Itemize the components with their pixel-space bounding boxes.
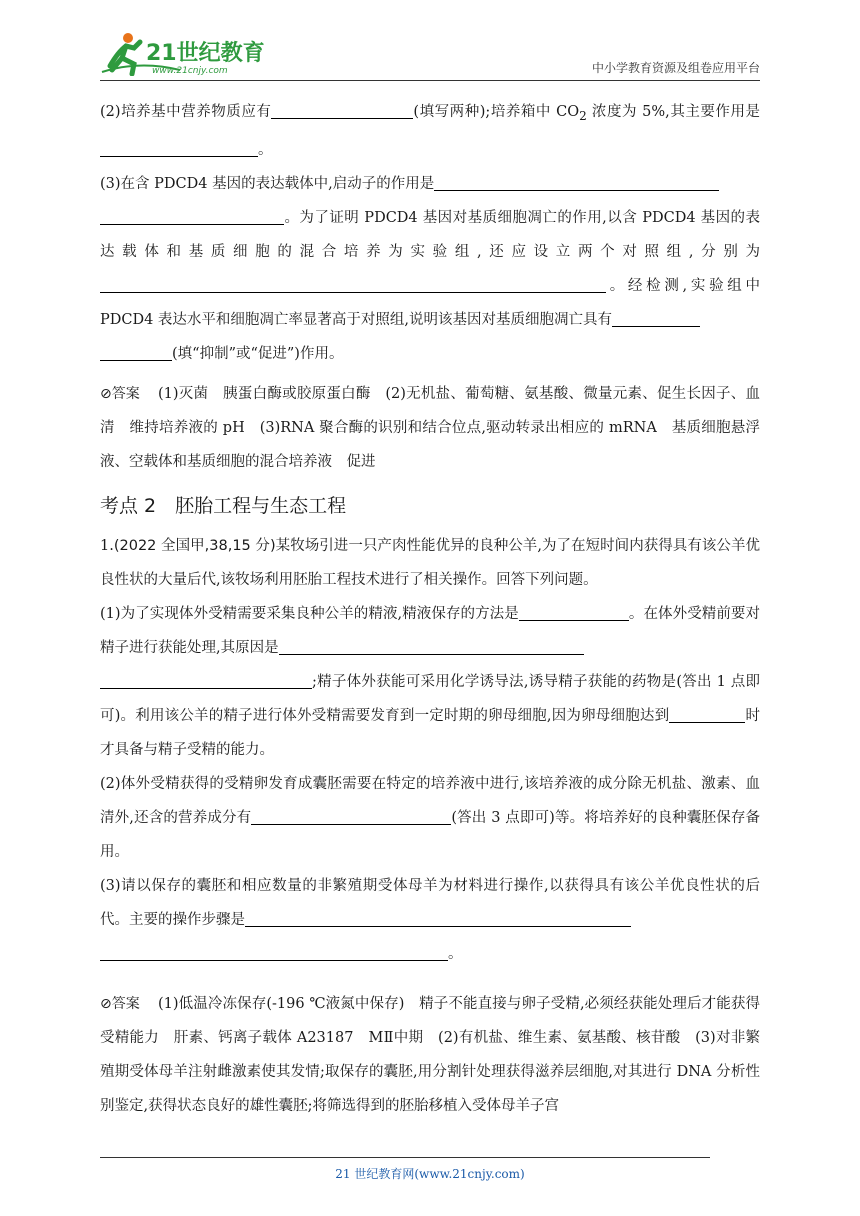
page-header [100, 30, 760, 78]
answer-blank[interactable] [100, 276, 606, 293]
site-logo [100, 30, 270, 76]
answer-blank[interactable] [100, 344, 172, 361]
footer-divider [100, 1157, 710, 1158]
question-part-2: (2)培养基中营养物质应有 (填写两种);培养箱中 $CO_2$ 浓度为 5%,其主要作用是。 [100, 104, 760, 158]
answer-blank[interactable] [271, 102, 413, 119]
answer-blank[interactable] [100, 208, 284, 225]
header-divider [100, 80, 760, 81]
answer-blank[interactable] [669, 706, 745, 723]
section-title: 考点 2 胚胎工程与生态工程 [100, 494, 347, 517]
page-content [100, 95, 760, 1123]
answer-blank[interactable] [251, 808, 451, 825]
question-1-part-3: (3)请以保存的囊胚和相应数量的非繁殖期受体母羊为材料进行操作,以获得具有该公羊优良性状的后代。主要的操作步骤是 。 [100, 877, 760, 962]
svg-text:21世纪教育: 21世纪教育 [146, 41, 265, 66]
answer-block-2 [100, 987, 760, 1123]
answer-blank[interactable] [519, 604, 629, 621]
answer-blank[interactable] [612, 310, 700, 327]
question-source: (2022 全国甲,38,15 分) [113, 537, 276, 554]
answer-label: ⊘答案 [100, 385, 140, 402]
platform-name: 中小学教育资源及组卷应用平台 [591, 61, 760, 75]
question-1-part-2: (2)体外受精获得的受精卵发育成囊胚需要在特定的培养液中进行,该培养液的成分除无机盐、激素、血清外,还含的营养成分有 (答出 3 点即可)等。将培养好的良种囊胚保存备用。 [100, 775, 761, 860]
question-1-intro: 1.(2022 全国甲,38,15 分)某牧场引进一只产肉性能优异的良种公羊,为了在短时间内获得具有该公羊优良性状的大量后代,该牧场利用胚胎工程技术进行了相关操作。回答下列问题。 [100, 537, 760, 588]
answer-text: (1)低温冷冻保存(-196 ℃液氮中保存) 精子不能直接与卵子受精,必须经获能处理后才能获得受精能力 肝素、钙离子载体 A23187 MⅡ中期 (2)有机盐、维生素、氨基酸、核苷酸 (3)对非繁殖期受体母羊注射雌激素使其发情;取保存的囊胚,用分割针处理获得滋养层细胞,对其进行 DNA 分析性别鉴定,获得状态良好的雄性囊胚;将筛选得到的胚胎移植入受体母羊子宫 [100, 995, 760, 1114]
footer-text: 21 世纪教育网(www.21cnjy.com) [335, 1167, 525, 1181]
question-part-3: (3)在含 PDCD4 基因的表达载体中,启动子的作用是 。为了证明 PDCD4 基因对基质细胞凋亡的作用,以含 PDCD4 基因的表达载体和基质细胞的混合培养为实验组,还应设立两个对照组,分别为。经检测,实验组中 PDCD4 表达水平和细胞凋亡率显著高于对照组,说明该基因对基质细胞凋亡具有 (填“抑制”或“促进”)作用。 [100, 175, 760, 362]
answer-blank[interactable] [245, 910, 631, 927]
answer-text: (1)灭菌 胰蛋白酶或胶原蛋白酶 (2)无机盐、葡萄糖、氨基酸、微量元素、促生长因子、血清 维持培养液的 pH (3)RNA 聚合酶的识别和结合位点,驱动转录出相应的 mRNA 基质细胞悬浮液、空载体和基质细胞的混合培养液 促进 [100, 385, 760, 470]
answer-block-1 [100, 377, 760, 479]
svg-text:www.21cnjy.com: www.21cnjy.com [152, 66, 228, 76]
question-1-part-1: (1)为了实现体外受精需要采集良种公羊的精液,精液保存的方法是 。在体外受精前要对精子进行获能处理,其原因是 ;精子体外获能可采用化学诱导法,诱导精子获能的药物是(答出 1 点即可)。利用该公羊的精子进行体外受精需要发育到一定时期的卵母细胞,因为卵母细胞达到 时才具备与精子受精的能力。 [100, 605, 761, 758]
answer-blank[interactable] [434, 174, 719, 191]
answer-blank[interactable] [100, 944, 448, 961]
answer-blank[interactable] [279, 638, 584, 655]
answer-blank[interactable] [100, 140, 258, 157]
answer-blank[interactable] [100, 672, 312, 689]
answer-label: ⊘答案 [100, 995, 140, 1012]
